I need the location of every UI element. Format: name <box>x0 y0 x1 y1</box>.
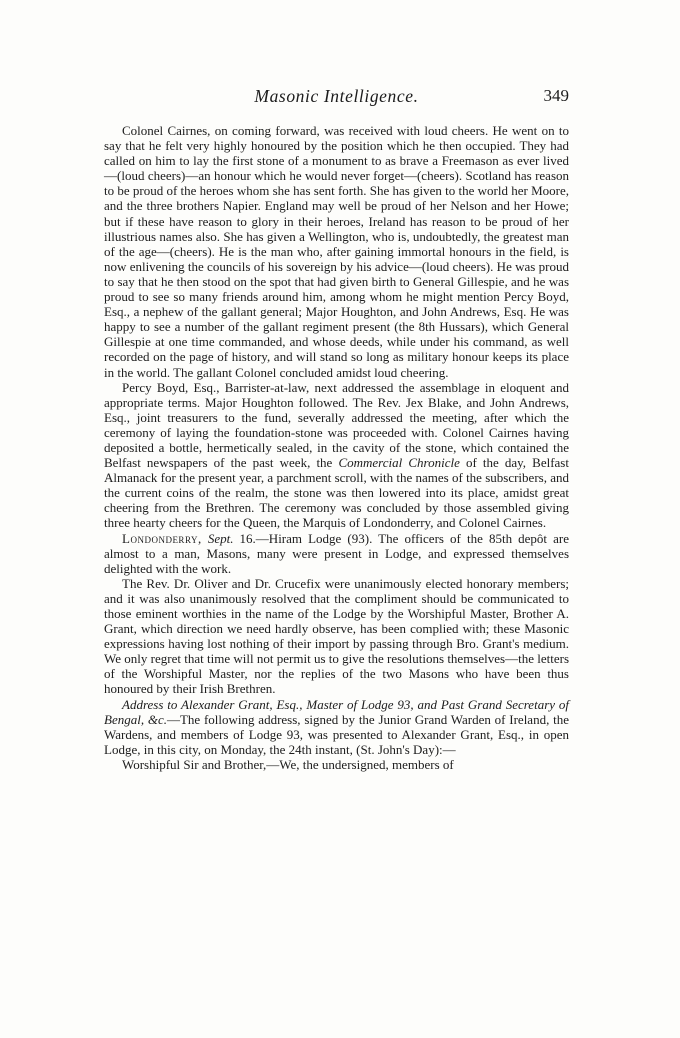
paragraph-text: of the day, Belfast Almanack for the present year, a parchment scroll, with the names of the subscribers, and the current coins of the realm, the stone was then lowered into its place, amidst great cheering from the Brethren. The ceremony was concluded by those assembled giving three hearty cheers for the Queen, the Marquis of Londonderry, and Colonel Cairnes. <box>104 455 569 531</box>
place-name: Londonderry, <box>122 530 202 546</box>
date-month: Sept. <box>207 530 234 546</box>
paragraph-text: Percy Boyd, Esq., Barrister-at-law, next addressed the assemblage in eloquent and appropriate terms. Major Houghton followed. The Rev. Jex Blake, and John Andrews, Esq., joint treasurers to the fund, severally addressed the meeting, after which the ceremony of laying the foundation-stone was proceeded with. Colonel Cairnes having deposited a bottle, hermetically sealed, in the cavity of the stone, which contained the Belfast newspapers of the past week, the <box>104 379 569 471</box>
article-body <box>104 123 569 772</box>
paragraph-text: —The following address, signed by the Junior Grand Warden of Ireland, the Wardens, and members of Lodge 93, was presented to Alexander Grant, Esq., in open Lodge, in this city, on Monday, the 24th instant, (St. John's Day):— <box>104 711 569 757</box>
address-title: Address to Alexander Grant, Esq., Master of Lodge 93, and Past Grand Secretary of Bengal, &c. <box>104 696 569 727</box>
page-number: 349 <box>543 86 569 105</box>
paragraph-ceremony <box>104 380 569 531</box>
paragraph-londonderry <box>104 531 569 576</box>
page-header <box>104 86 569 108</box>
paragraph-salutation: Worshipful Sir and Brother,—We, the undersigned, members of <box>122 756 454 772</box>
paragraph-address-heading <box>104 697 569 757</box>
running-title: Masonic Intelligence. <box>254 86 419 106</box>
paragraph-text: 16.—Hiram Lodge (93). The officers of the 85th depôt are almost to a man, Masons, many were present in Lodge, and expressed themselves delighted with the work. <box>104 530 570 576</box>
newspaper-title: Commercial Chronicle <box>338 455 460 471</box>
paragraph-honorary-members: The Rev. Dr. Oliver and Dr. Crucefix were unanimously elected honorary members; and it was also unanimously resolved that the compliment should be communicated to those eminent worthies in the name of the Lodge by the Worshipful Master, Brother A. Grant, which direction we need hardly observe, has been complied with; these Masonic expressions having lost nothing of their import by passing through Bro. Grant's medium. We only regret that time will not permit us to give the resolutions themselves—the letters of the Worshipful Master, nor the replies of the two Masons who have been thus honoured by their Irish Brethren. <box>104 575 569 697</box>
paragraph-cairnes-speech: Colonel Cairnes, on coming forward, was received with loud cheers. He went on to say that he felt very highly honoured by the position which he then occupied. They had called on him to lay the first stone of a monument to as brave a Freemason as ever lived—(loud cheers)—an honour which he would never forget—(cheers). Scotland has reason to be proud of the heroes whom she has sent forth. She has given to the world her Moore, and the three brothers Napier. England may well be proud of her Nelson and her Howe; but if these have reason to glory in their heroes, Ireland has reason to be proud of her illustrious names also. She has given a Wellington, who is, undoubtedly, the greatest man of the age—(cheers). He is the man who, after gaining immortal honours in the field, is now enlivening the councils of his sovereign by his advice—(loud cheers). He was proud to say that he then stood on the spot that had given birth to General Gillespie, and he was proud to see so many friends around him, among whom he might mention Percy Boyd, Esq., a nephew of the gallant general; Major Houghton, and John Andrews, Esq. He was happy to see a number of the gallant regiment present (the 8th Hussars), which General Gillespie at one time commanded, and whose deeds, while under his command, as well recorded on the page of history, and will stand so long as military honour keeps its place in the world. The gallant Colonel concluded amidst loud cheering. <box>104 123 570 380</box>
